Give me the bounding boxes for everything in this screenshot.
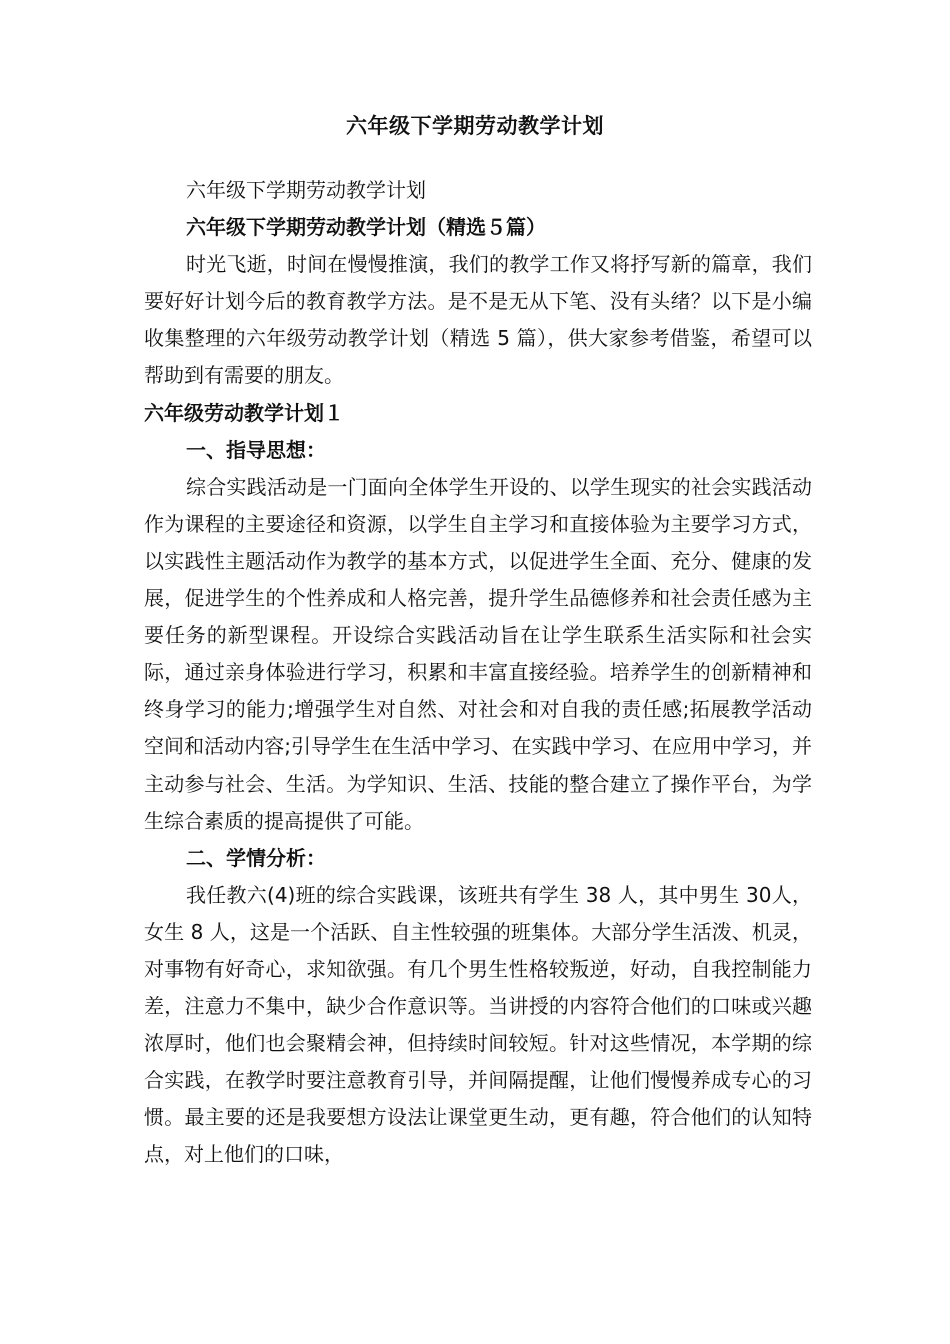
section-heading-student-analysis: 二、学情分析： — [186, 845, 326, 870]
paragraph-heading-selection: 六年级下学期劳动教学计划（精选５篇） — [186, 215, 546, 240]
paragraph-guiding-ideology: 综合实践活动是一门面向全体学生开设的、以学生现实的社会实践活动作为课程的主要途径和资源，以学生自主学习和直接体验为主要学习方式，以实践性主题活动作为教学的基本方式，以促进学生全面、充分、健康的发展，促进学生的个性养成和人格完善，提升学生品德修养和社会责任感为主要任务的新型课程。开设综合实践活动旨在让学生联系生活实际和社会实际，通过亲身体验进行学习，积累和丰富直接经验。培养学生的创新精神和终身学习的能力;增强学生对自然、对社会和对自我的责任感;拓展教学活动空间和活动内容;引导学生在生活中学习、在实践中学习、在应用中学习，并主动参与社会、生活。为学知识、生活、技能的整合建立了操作平台，为学生综合素质的提高提供了可能。 — [144, 474, 812, 833]
document-body — [144, 172, 812, 1174]
section-heading-guiding-ideology: 一、指导思想： — [186, 437, 326, 462]
document-title: 六年级下学期劳动教学计划 — [346, 114, 604, 138]
section-heading-plan-1: 六年级劳动教学计划１ — [144, 400, 344, 425]
paragraph-intro: 时光飞逝，时间在慢慢推演，我们的教学工作又将抒写新的篇章，我们要好好计划今后的教育教学方法。是不是无从下笔、没有头绪？以下是小编收集整理的六年级劳动教学计划（精选 5 篇），供大家参考借鉴，希望可以帮助到有需要的朋友。 — [144, 252, 812, 388]
paragraph-subtitle: 六年级下学期劳动教学计划 — [186, 178, 426, 202]
paragraph-student-analysis: 我任教六(4)班的综合实践课，该班共有学生 38 人，其中男生 30人，女生 8 人，这是一个活跃、自主性较强的班集体。大部分学生活泼、机灵，对事物有好奇心，求知欲强。有几个男生性格较叛逆，好动，自我控制能力差，注意力不集中，缺少合作意识等。当讲授的内容符合他们的口味或兴趣浓厚时，他们也会聚精会神，但持续时间较短。针对这些情况，本学期的综合实践，在教学时要注意教育引导，并间隔提醒，让他们慢慢养成专心的习惯。最主要的还是我要想方设法让课堂更生动，更有趣，符合他们的认知特点，对上他们的口味， — [144, 882, 812, 1167]
